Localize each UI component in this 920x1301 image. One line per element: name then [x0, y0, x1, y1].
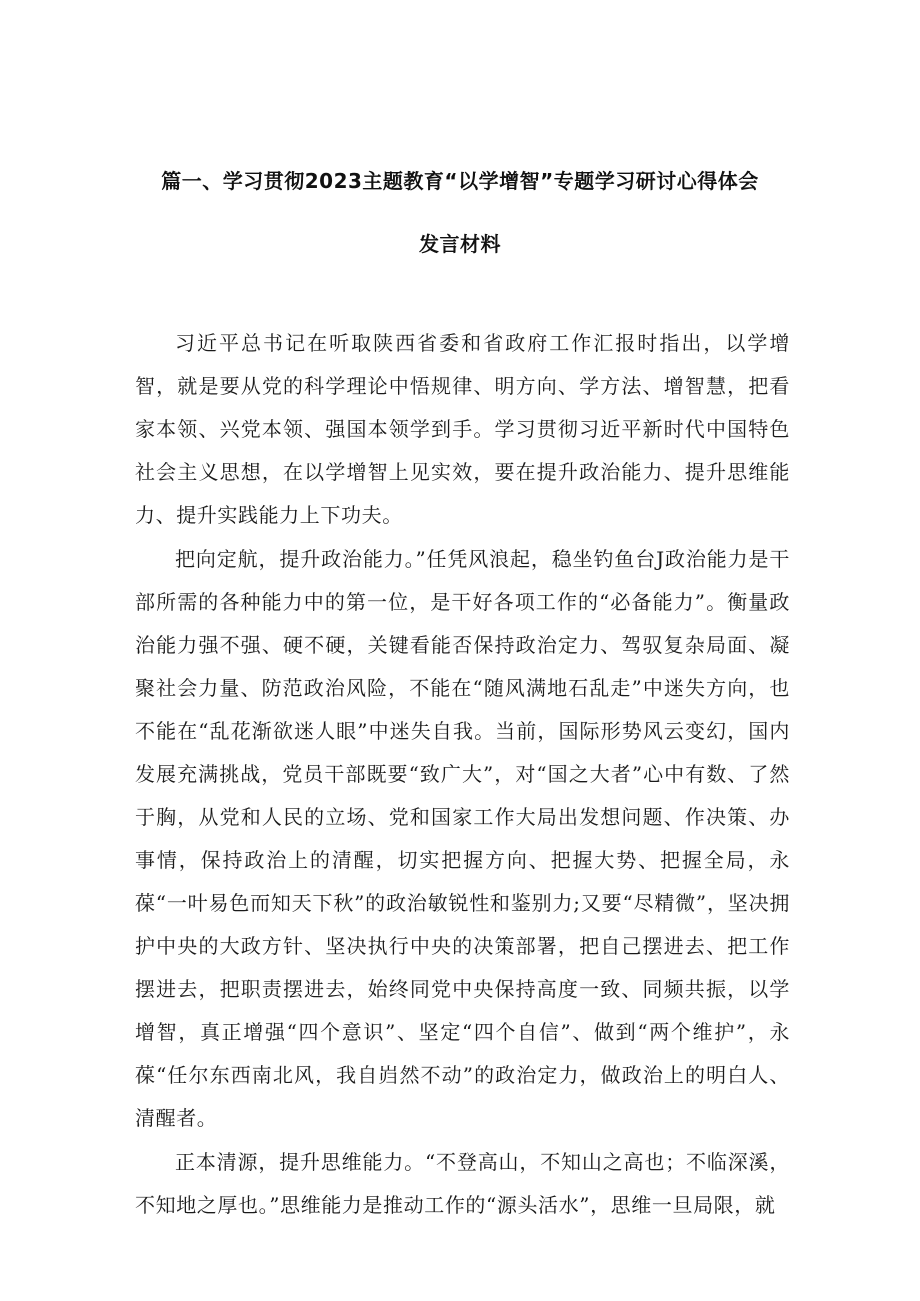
paragraph: 习近平总书记在听取陕西省委和省政府工作汇报时指出，以学增智，就是要从党的科学理论中悟规律、明方向、学方法、增智慧，把看家本领、兴党本领、强国本领学到手。学习贯彻习近平新时代中国特色社会主义思想，在以学增智上见实效，要在提升政治能力、提升思维能力、提升实践能力上下功夫。	[135, 331, 790, 527]
paragraph: 把向定航，提升政治能力。”任凭风浪起，稳坐钓鱼台J政治能力是干部所需的各种能力中的第一位，是干好各项工作的“必备能力”。衡量政治能力强不强、硬不硬，关键看能否保持政治定力、驾驭复杂局面、凝聚社会力量、防范政治风险，不能在“随风满地石乱走”中迷失方向，也不能在“乱花渐欲迷人眼”中迷失自我。当前，国际形势风云变幻，国内发展充满挑战，党员干部既要“致广大”，对“国之大者”心中有数、了然于胸，从党和人民的立场、党和国家工作大局出发想问题、作决策、办事情，保持政治上的清醒，切实把握方向、把握大势、把握全局，永葆“一叶易色而知天下秋”的政治敏锐性和鉴别力;又要“尽精微”，坚决拥护中央的大政方针、坚决执行中央的决策部署，把自己摆进去、把工作摆进去，把职责摆进去，始终同党中央保持高度一致、同频共振，以学增智，真正增强“四个意识”、坚定“四个自信”、做到“两个维护”，永葆“任尔东西南北风，我自岿然不动”的政治定力，做政治上的明白人、清醒者。	[135, 547, 790, 1130]
document-title-line2: 发言材料	[419, 232, 501, 256]
document-body	[135, 322, 790, 1228]
paragraph: 正本清源，提升思维能力。“不登高山，不知山之高也；不临深溪，不知地之厚也。”思维能力是推动工作的“源头活水”，思维一旦局限，就	[135, 1150, 790, 1217]
document-title-line1: 篇一、学习贯彻2023主题教育“以学增智”专题学习研讨心得体会	[161, 169, 759, 193]
